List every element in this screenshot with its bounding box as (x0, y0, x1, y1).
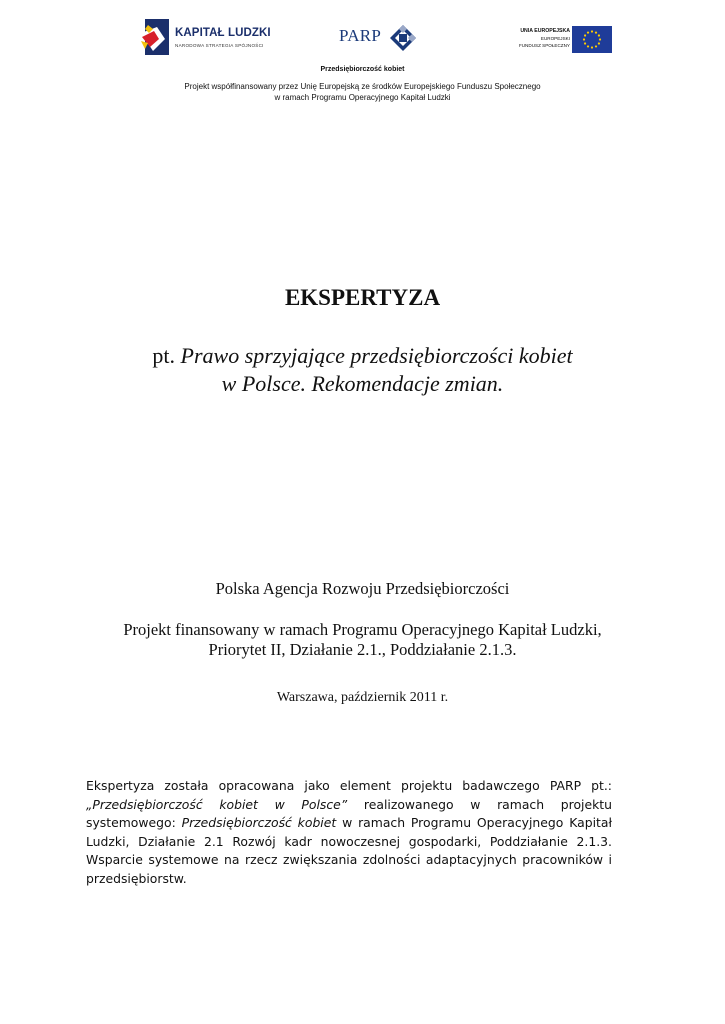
eu-star-icon (587, 45, 589, 47)
parp-logo-text: PARP (339, 26, 382, 45)
eu-star-icon (598, 34, 600, 36)
paragraph-italic1: „Przedsiębiorczość kobiet w Polsce” (86, 796, 348, 812)
eu-star-icon (595, 31, 597, 33)
eu-star-icon (584, 34, 586, 36)
eu-star-icon (591, 30, 593, 32)
subtitle-line1 (0, 342, 725, 370)
kapital-ludzki-emblem-icon (139, 17, 173, 57)
eu-star-icon (587, 31, 589, 33)
eu-star-icon (595, 45, 597, 47)
parp-logo (339, 24, 419, 54)
agency-name: Polska Agencja Rozwoju Przedsiębiorczości (215, 579, 510, 598)
subtitle-text-line2: w Polsce. Rekomendacje zmian. (221, 371, 504, 396)
header-project-name: Przedsiębiorczość kobiet (320, 66, 405, 73)
kapital-ludzki-title: KAPITAŁ LUDZKI (175, 27, 271, 39)
eu-star-icon (583, 38, 585, 40)
eu-star-icon (598, 42, 600, 44)
paragraph-italic2: Przedsiębiorczość kobiet (181, 815, 337, 830)
financing-line1: Projekt finansowany w ramach Programu Operacyjnego Kapitał Ludzki, (123, 620, 602, 639)
paragraph-part1: Ekspertyza została opracowana jako element projektu badawczego PARP pt.: (86, 778, 612, 793)
kapital-ludzki-subtitle: NARODOWA STRATEGIA SPÓJNOŚCI (175, 43, 264, 48)
financing-line2: Priorytet II, Działanie 2.1., Poddziałanie 2.1.3. (208, 640, 517, 659)
document-title: EKSPERTYZA (284, 285, 441, 310)
eu-logo-line2: EUROPEJSKI (540, 36, 570, 41)
eu-star-icon (584, 42, 586, 44)
subtitle-line2 (0, 370, 725, 398)
date-place: Warszawa, październik 2011 r. (276, 690, 449, 705)
eu-logo-line1: UNIA EUROPEJSKA (520, 28, 570, 34)
paragraph-part3: w ramach Programu Operacyjnego Kapitał Ludzki, Działanie 2.1 Rozwój kadr nowoczesnej gospodarki, Poddziałanie 2.1.3. Wsparcie systemowe na rzecz zwiększania zdolności adaptacyjnych pracowników i przedsiębiorstw. (86, 815, 612, 886)
header-cofinancing-line2: w ramach Programu Operacyjnego Kapitał Ludzki (274, 93, 451, 102)
eu-efs-logo (480, 24, 615, 56)
eu-logo-line3: FUNDUSZ SPOŁECZNY (518, 43, 570, 48)
subtitle-text-line1: Prawo sprzyjające przedsiębiorczości kobiet (180, 343, 573, 368)
description-paragraph (86, 777, 612, 888)
kapital-ludzki-logo (139, 17, 279, 57)
paragraph-part2: realizowanego w ramach projektu systemowego: (86, 796, 613, 830)
eu-star-icon (599, 38, 601, 40)
header-cofinancing-line1: Projekt współfinansowany przez Unię Europejską ze środków Europejskiego Funduszu Społecznego (184, 82, 541, 91)
document-subtitle (0, 342, 725, 398)
eu-flag-icon (572, 26, 612, 53)
eu-star-icon (591, 46, 593, 48)
parp-diamond-icon (389, 24, 417, 52)
subtitle-prefix: pt. (152, 343, 181, 368)
